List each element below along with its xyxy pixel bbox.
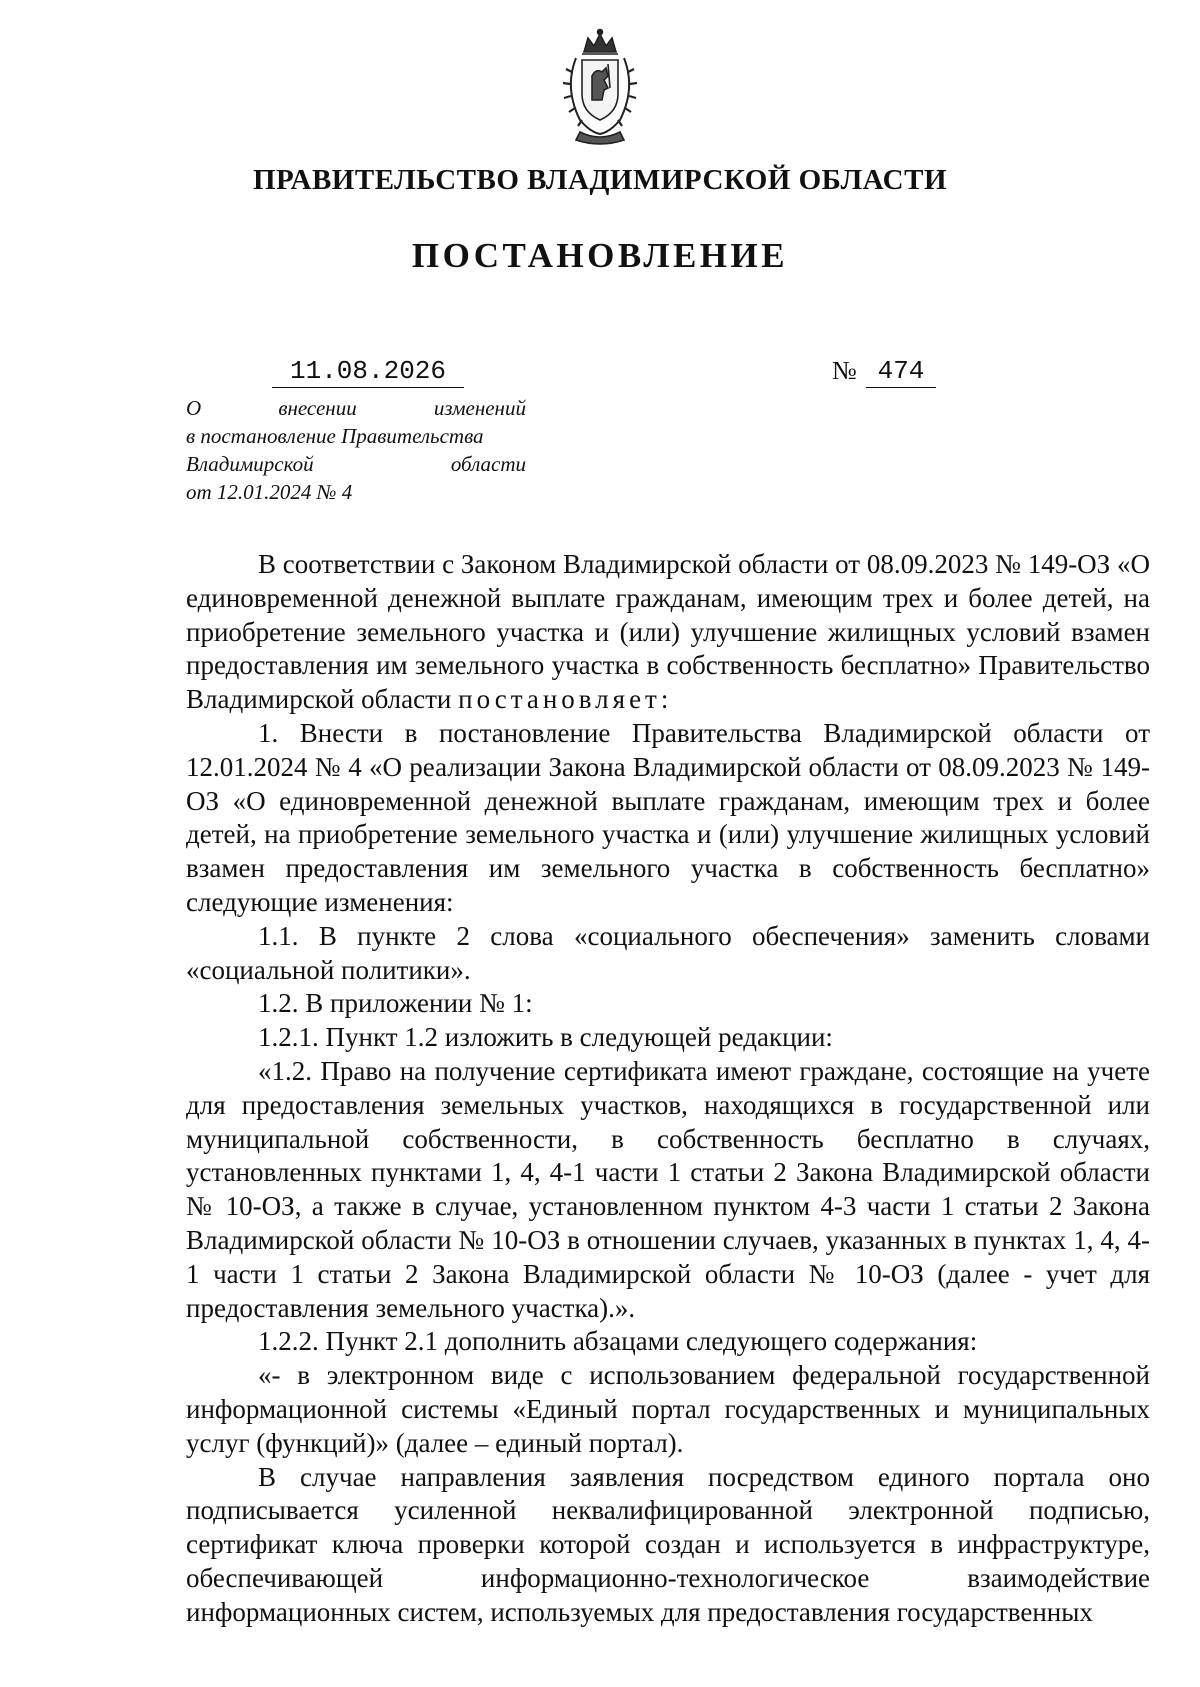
number-sign: № <box>832 356 857 385</box>
clause-1-1: 1.1. В пункте 2 слова «социального обеспечения» заменить словами «социальной политики». <box>186 920 1150 985</box>
clause-1: 1. Внести в постановление Правительства Владимирской области от 12.01.2024 № 4 «О реализации Закона Владимирской области от 08.09.2023 № 149-ОЗ «О единовременной денежной выплате гражданам, имеющим трех и более детей, на приобретение земельного участка и (или) улучшение жилищных условий взамен предоставления им земельного участка в собственность бесплатно» следующие изменения: <box>186 717 1150 917</box>
document-subject <box>186 394 526 506</box>
clause-1-2: 1.2. В приложении № 1: <box>258 988 533 1019</box>
subject-line: от 12.01.2024 № 4 <box>186 480 353 504</box>
clause-1-2-1-quote: «1.2. Право на получение сертификата имеют граждане, состоящие на учете для предоставления земельных участков, находящихся в государственной или муниципальной собственности, в собственность бесплатно в случаях, установленных пунктами 1, 4, 4-1 части 1 статьи 2 Закона Владимирской области № 10-ОЗ, а также в случае, установленном пунктом 4-3 части 1 статьи 2 Закона Владимирской области № 10-ОЗ в отношении случаев, указанных в пунктах 1, 4, 4-1 части 1 статьи 2 Закона Владимирской области № 10-ОЗ (далее - учет для предоставления земельного участка).». <box>186 1055 1150 1323</box>
document-number: 474 <box>866 356 936 388</box>
coat-of-arms-icon <box>554 28 646 146</box>
clause-1-2-1: 1.2.1. Пункт 1.2 изложить в следующей редакции: <box>258 1022 833 1053</box>
preamble-text: В соответствии с Законом Владимирской области от 08.09.2023 № 149-ОЗ «О единовременной денежной выплате гражданам, имеющим трех и более детей, на приобретение земельного участка и (или) улучшение жилищных условий взамен предоставления им земельного участка в собственность бесплатно» Правительство Владимирской области <box>186 549 1150 715</box>
subject-line <box>186 450 526 478</box>
subject-word: О <box>186 396 202 420</box>
document-body <box>186 548 1150 1630</box>
document-date: 11.08.2026 <box>272 356 464 388</box>
subject-line <box>186 394 526 422</box>
document-type: ПОСТАНОВЛЕНИЕ <box>411 236 789 275</box>
clause-1-2-2-quote: «- в электронном виде с использованием федеральной государственной информационной системы «Единый портал государственных и муниципальных услуг (функций)» (далее – единый портал). <box>186 1360 1150 1458</box>
subject-word: внесении <box>278 396 357 420</box>
preamble-paragraph <box>186 548 1150 717</box>
clause-1-2-2: 1.2.2. Пункт 2.1 дополнить абзацами следующего содержания: <box>258 1326 978 1357</box>
subject-line: в постановление Правительства <box>186 424 484 448</box>
subject-word: области <box>450 452 526 476</box>
resolving-verb: постановляет: <box>458 684 673 715</box>
clause-1-2-2-continued: В случае направления заявления посредством единого портала оно подписывается усиленной неквалифицированной электронной подписью, сертификат ключа проверки которой создан и используется в инфраструктуре, обеспечивающей информационно-технологическое взаимодействие информационных систем, используемых для предоставления государственных <box>186 1461 1150 1627</box>
government-name: ПРАВИТЕЛЬСТВО ВЛАДИМИРСКОЙ ОБЛАСТИ <box>252 164 948 196</box>
subject-word: изменений <box>433 396 526 420</box>
subject-word: Владимирской <box>186 452 314 476</box>
